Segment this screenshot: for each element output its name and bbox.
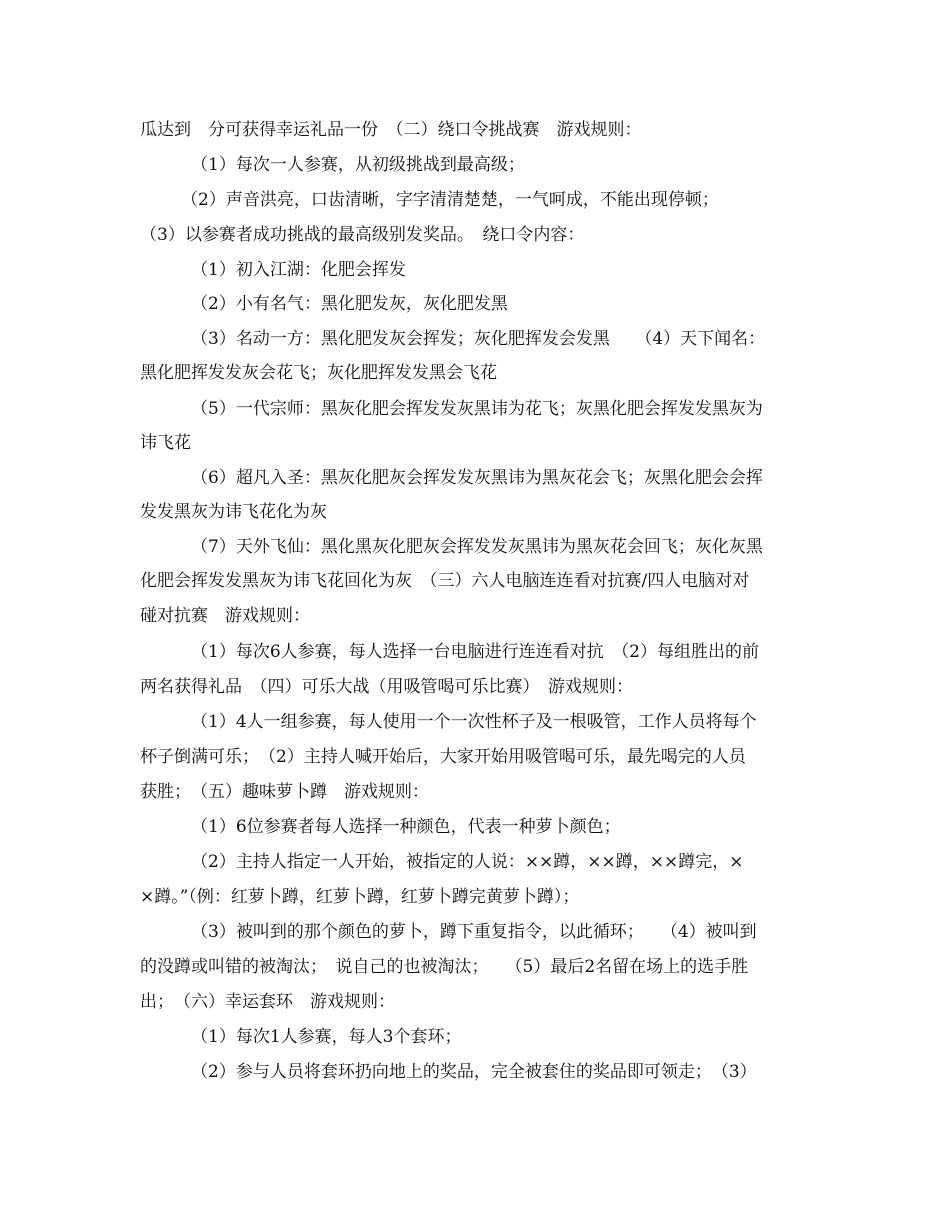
text-line: （2）参与人员将套环扔向地上的奖品，完全被套住的奖品即可领走； （3） [191,1062,757,1082]
text-line: （1）每次一人参赛，从初级挑战到最高级； [191,155,525,175]
text-line: （3）名动一方：黑化肥发灰会挥发；灰化肥挥发会发黑 （4）天下闻名： [191,329,766,349]
text-line: （1）每次6人参赛，每人选择一台电脑进行连连看对抗 （2）每组胜出的前 [191,642,759,662]
text-line: ×蹲。”（例：红萝卜蹲，红萝卜蹲，红萝卜蹲完黄萝卜蹲）； [140,887,580,907]
text-line: （2）声音洪亮，口齿清晰，字字清清楚楚，一气呵成，不能出现停顿； [181,190,719,210]
text-line: 碰对抗赛 游戏规则： [140,606,310,626]
text-line: （1）每次1人参赛，每人3个套环； [191,1027,462,1047]
text-line: （1）4人一组参赛，每人使用一个一次性杯子及一根吸管，工作人员将每个 [191,712,757,732]
text-line: （1）初入江湖：化肥会挥发 [191,260,406,280]
text-line: 黑化肥挥发发灰会花飞；灰化肥挥发发黑会飞花 [140,363,497,383]
text-line: 的没蹲或叫错的被淘汰； 说自己的也被淘汰； （5）最后2名留在场上的选手胜 [140,957,749,977]
text-line: 出； （六）幸运套环 游戏规则： [140,992,395,1012]
text-line: 瓜达到 分可获得幸运礼品一份 （二）绕口令挑战赛 游戏规则： [140,120,642,140]
text-line: （1）6位参赛者每人选择一种颜色，代表一种萝卜颜色； [191,817,621,837]
text-line: 杯子倒满可乐； （2）主持人喊开始后，大家开始用吸管喝可乐，最先喝完的人员 [140,747,746,767]
text-line: （3）被叫到的那个颜色的萝卜，蹲下重复指令，以此循环； （4）被叫到 [191,922,757,942]
text-line: 讳飞花 [140,433,191,453]
text-line: （2）小有名气：黑化肥发灰，灰化肥发黑 [191,294,508,314]
text-line: （7）天外飞仙：黑化黑灰化肥灰会挥发发灰黑讳为黑灰花会回飞；灰化灰黑 [191,537,763,557]
text-line: （6）超凡入圣：黑灰化肥灰会挥发发灰黑讳为黑灰花会飞；灰黑化肥会会挥 [191,468,763,488]
text-line: （3）以参赛者成功挑战的最高级别发奖品。 绕口令内容： [140,225,585,245]
text-line: 两名获得礼品 （四）可乐大战（用吸管喝可乐比赛） 游戏规则： [140,677,633,697]
text-line: 获胜； （五）趣味萝卜蹲 游戏规则： [140,782,429,802]
text-line: （2）主持人指定一人开始，被指定的人说：××蹲，××蹲，××蹲完，× [191,852,744,872]
text-line: 发发黑灰为讳飞花化为灰 [140,502,327,522]
text-line: 化肥会挥发发黑灰为讳飞花回化为灰 （三）六人电脑连连看对抗赛/四人电脑对对 [140,571,750,591]
text-line: （5）一代宗师：黑灰化肥会挥发发灰黑讳为花飞；灰黑化肥会挥发发黑灰为 [191,399,763,419]
